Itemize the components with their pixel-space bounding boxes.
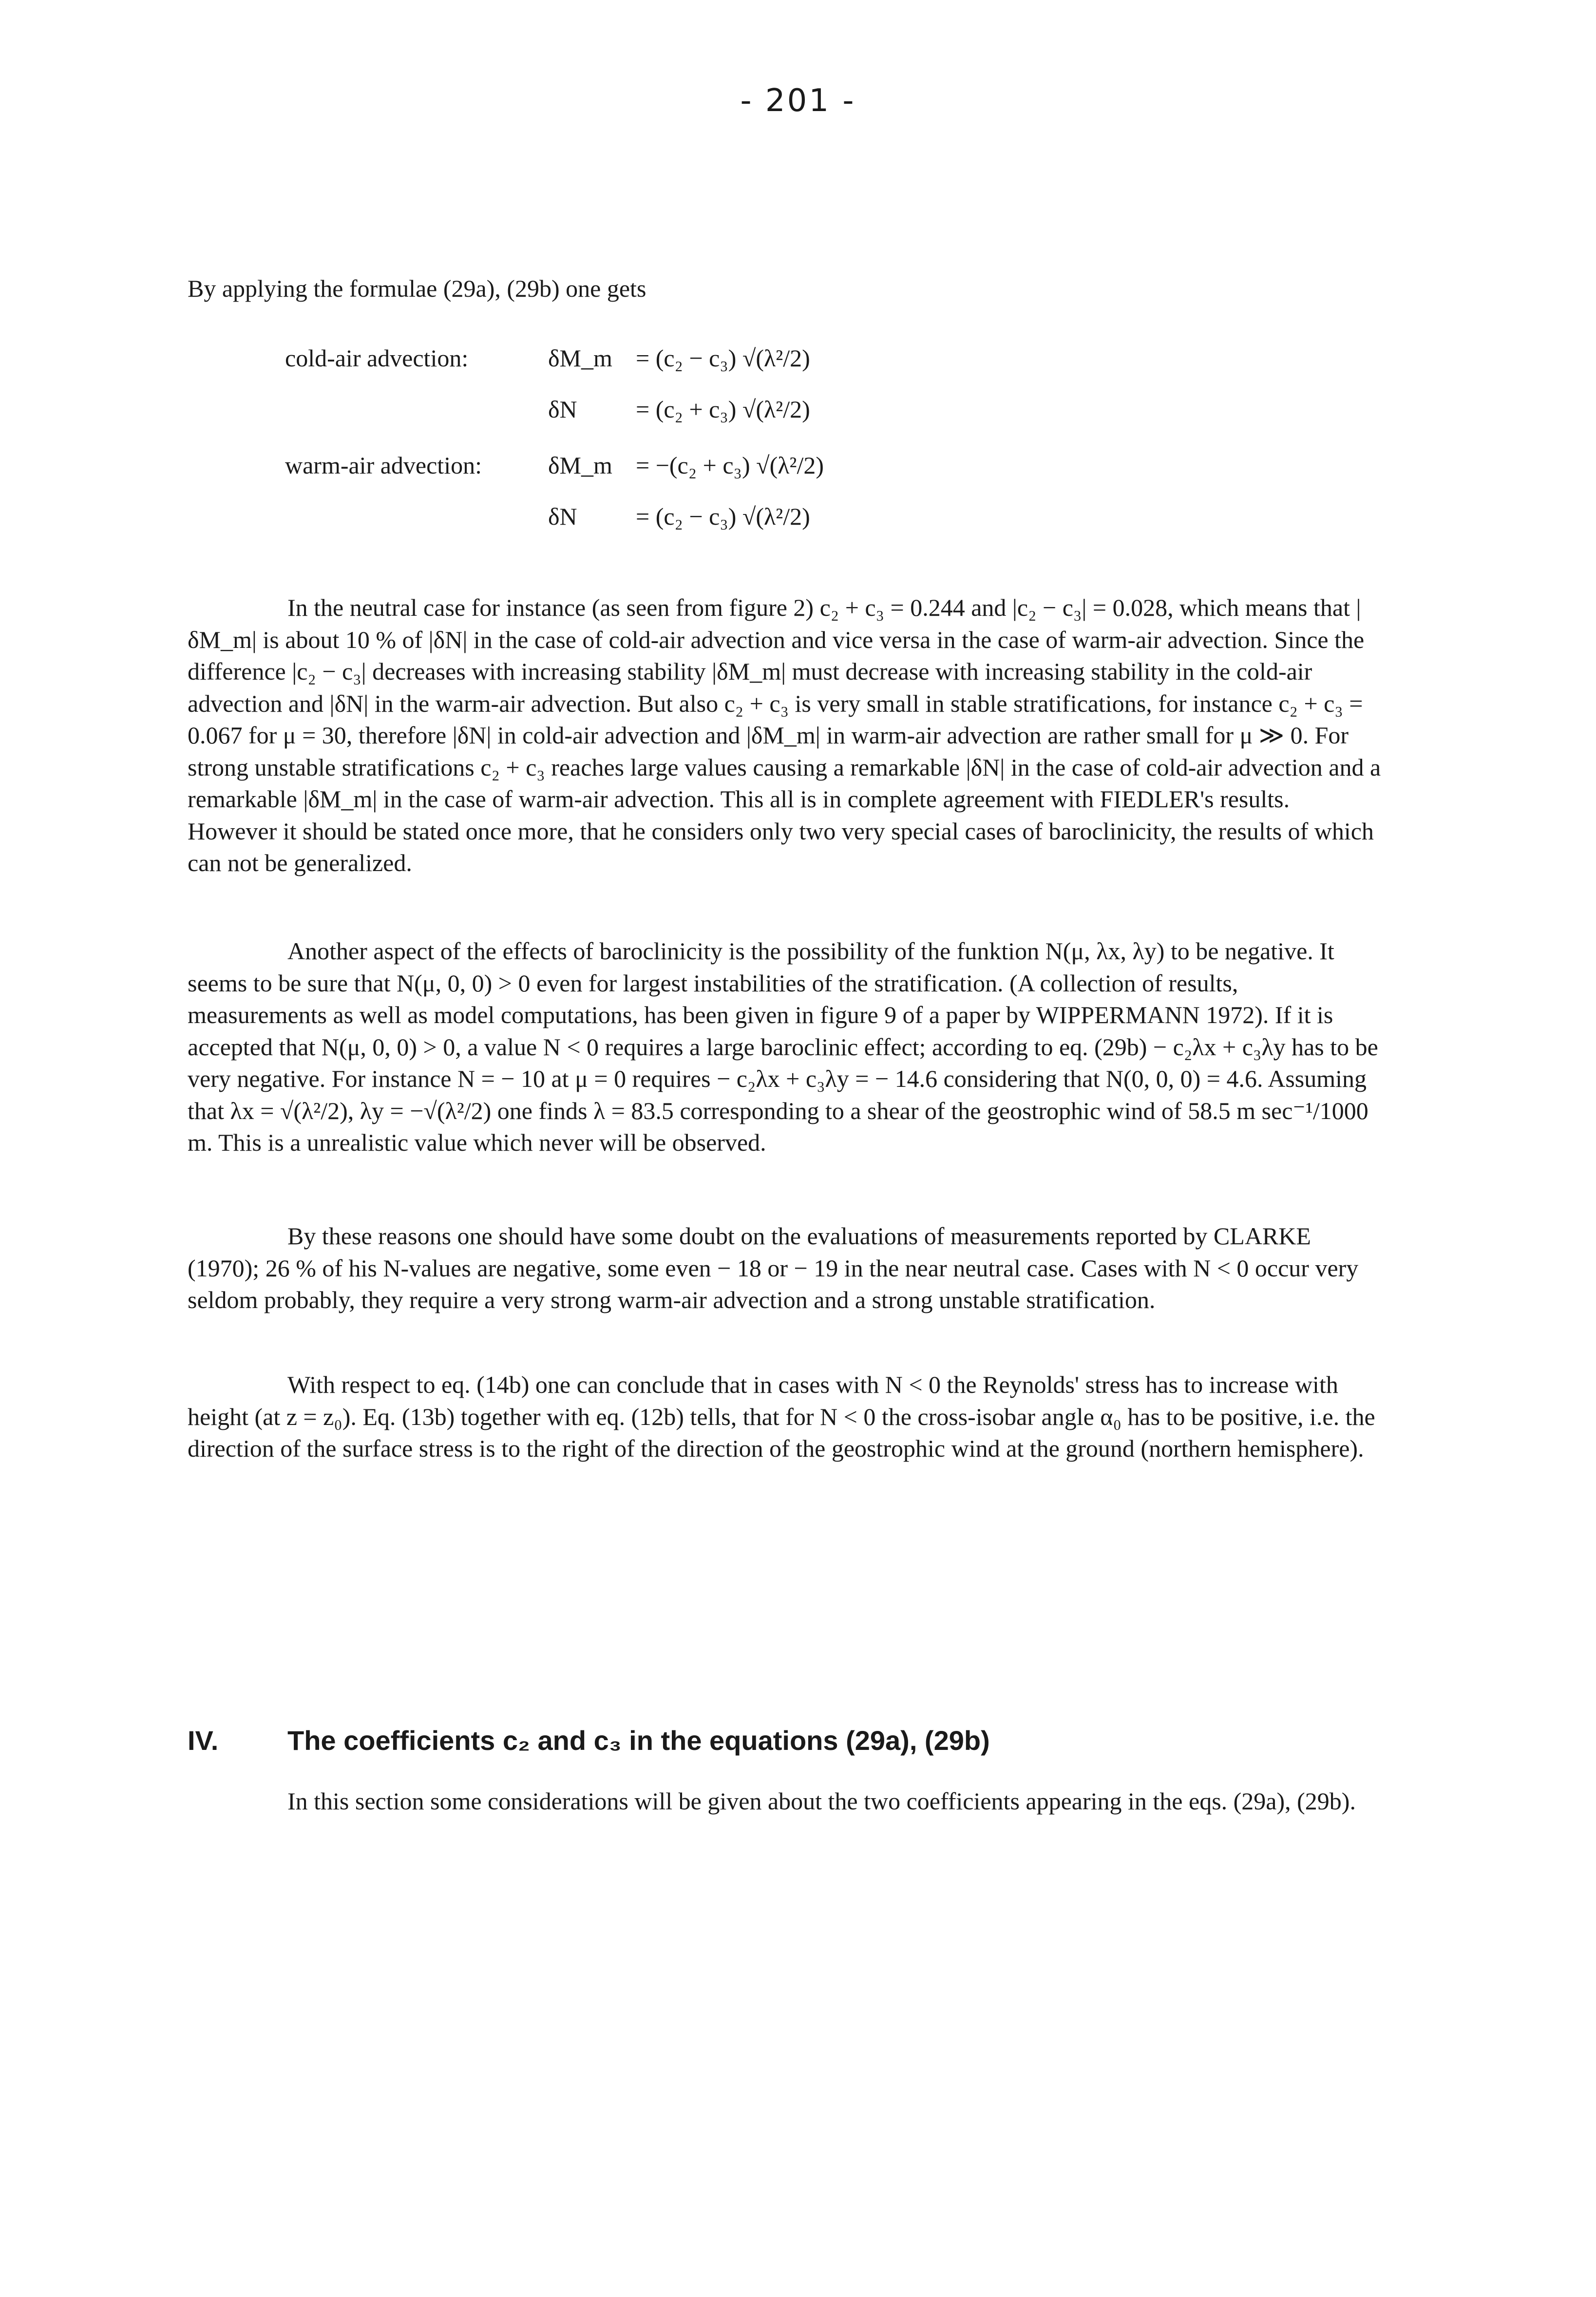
- paragraph: [188, 1220, 1381, 1316]
- paragraph-text: By these reasons one should have some doubt on the evaluations of measurements reported by CLARKE (1970); 26 % of his N-values are negative, some even − 18 or − 19 in the near neutral case. Cases with N < 0 occur very seldom probably, they require a very strong warm-air advection and a strong unstable stratification.: [188, 1222, 1359, 1313]
- paragraph: [188, 935, 1381, 1159]
- section-number: IV.: [188, 1725, 219, 1756]
- formula-symbol: δM_m: [548, 344, 612, 372]
- section-paragraph: [188, 1785, 1381, 1818]
- paragraph-text: Another aspect of the effects of baroclinicity is the possibility of the funktion N(μ, λx, λy) to be negative. It seems to be sure that N(μ, 0, 0) > 0 even for largest instabilities of the stratification. (A collection of results, measurements as well as model computations, has been given in figure 9 of a paper by WIPPERMANN 1972). If it is accepted that N(μ, 0, 0) > 0, a value N < 0 requires a large baroclinic effect; according to eq. (29b) − c₂λx + c₃λy has to be very negative. For instance N = − 10 at μ = 0 requires − c₂λx + c₃λy = − 14.6 considering that N(0, 0, 0) = 4.6. Assuming that λx = √(λ²/2), λy = −√(λ²/2) one finds λ = 83.5 corresponding to a shear of the geostrophic wind of 58.5 m sec⁻¹/1000 m. This is a unrealistic value which never will be observed.: [188, 937, 1378, 1156]
- paragraph-text: In the neutral case for instance (as seen from figure 2) c₂ + c₃ = 0.244 and |c₂ − c₃| = 0.028, which means that |δM_m| is about 10 % of |δN| in the case of cold-air advection and vice versa in the case of warm-air advection. Since the difference |c₂ − c₃| decreases with increasing stability |δM_m| must decrease with increasing stability in the cold-air advection and |δN| in the warm-air advection. But also c₂ + c₃ is very small in stable stratifications, for instance c₂ + c₃ = 0.067 for μ = 30, therefore |δN| in cold-air advection and |δM_m| in warm-air advection are rather small for μ ≫ 0. For strong unstable stratifications c₂ + c₃ reaches large values causing a remarkable |δN| in the case of cold-air advection and a remarkable |δM_m| in the case of warm-air advection. This all is in complete agreement with FIEDLER's results. However it should be stated once more, that he considers only two very special cases of baroclinicity, the results of which can not be generalized.: [188, 594, 1381, 876]
- formula-label: cold-air advection:: [285, 344, 469, 372]
- section-heading: [188, 1725, 990, 1756]
- formula-expression: = −(c₂ + c₃) √(λ²/2): [636, 452, 824, 479]
- page-number: - 201 -: [740, 83, 856, 119]
- section-title: The coefficients c₂ and c₃ in the equations (29a), (29b): [287, 1725, 990, 1756]
- formula-symbol: δM_m: [548, 452, 612, 479]
- formula-expression: = (c₂ − c₃) √(λ²/2): [636, 503, 810, 530]
- paragraph: [188, 592, 1381, 879]
- paragraph-text: In this section some considerations will be given about the two coefficients appearing in the eqs. (29a), (29b).: [287, 1787, 1356, 1815]
- paragraph: [188, 1369, 1381, 1465]
- paragraph-text: With respect to eq. (14b) one can conclude that in cases with N < 0 the Reynolds' stress has to increase with height (at z = z₀). Eq. (13b) together with eq. (12b) tells, that for N < 0 the cross-isobar angle α₀ has to be positive, i.e. the direction of the surface stress is to the right of the direction of the geostrophic wind at the ground (northern hemisphere).: [188, 1371, 1375, 1462]
- formula-expression: = (c₂ − c₃) √(λ²/2): [636, 344, 810, 372]
- formula-label: warm-air advection:: [285, 452, 482, 479]
- formula-expression: = (c₂ + c₃) √(λ²/2): [636, 396, 810, 423]
- formula-symbol: δN: [548, 503, 577, 530]
- intro-text: By applying the formulae (29a), (29b) one gets: [188, 275, 646, 302]
- formula-symbol: δN: [548, 396, 577, 423]
